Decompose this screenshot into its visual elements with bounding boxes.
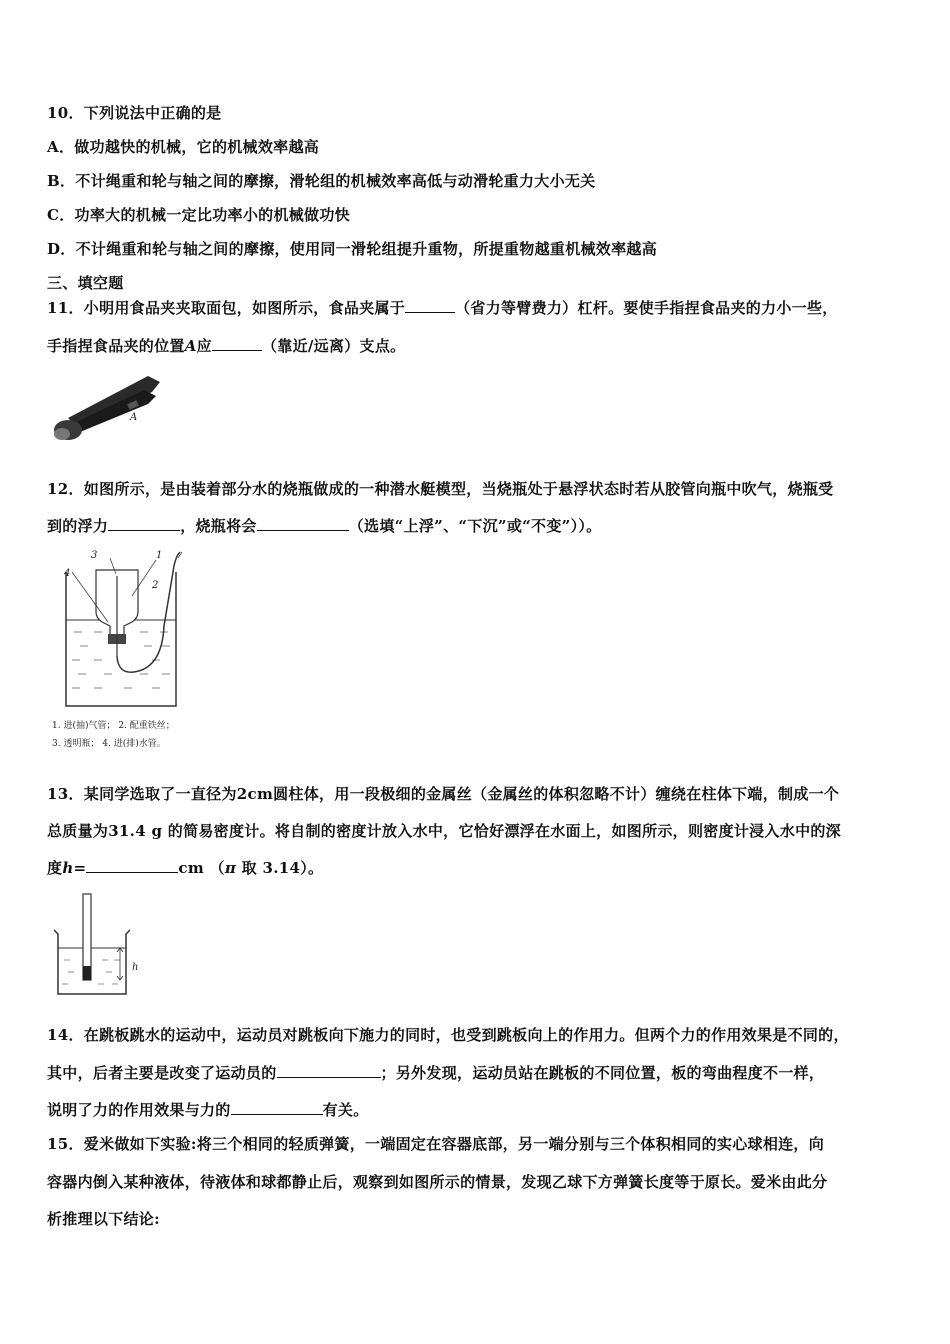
q12-blank-1 (108, 516, 180, 531)
q13-blank (86, 858, 178, 873)
q12-line1: 12．如图所示，是由装着部分水的烧瓶做成的一种潜水艇模型，当烧瓶处于悬浮状态时若从胶管向瓶中吹气，烧瓶受 (47, 480, 834, 498)
q11-line2 (47, 335, 405, 356)
q11-var-a: A (184, 337, 197, 355)
q14-line1: 14．在跳板跳水的运动中，运动员对跳板向下施力的同时，也受到跳板向上的作用力。但两个力的作用效果是不同的， (47, 1026, 849, 1044)
q11-blank-2 (212, 336, 262, 351)
q10-option-b: B．不计绳重和轮与轴之间的摩擦，滑轮组的机械效率高低与动滑轮重力大小无关 (47, 172, 596, 190)
q12-line2-b: ，烧瓶将会 (180, 517, 257, 535)
q11-line2-a: 手指捏食品夹的位置 (47, 337, 185, 355)
q13-pi: π (224, 859, 237, 877)
q14-line3-a: 说明了力的作用效果与力的 (47, 1101, 231, 1119)
densimeter-label-h: h (132, 962, 139, 973)
q13-line3-b: = (73, 859, 87, 877)
q12-blank-2 (257, 516, 349, 531)
q13-line1: 13．某同学选取了一直径为2cm圆柱体，用一段极细的金属丝（金属丝的体积忽略不计）缠绕在柱体下端，制成一个 (47, 785, 840, 803)
submarine-figure (44, 546, 194, 754)
q12-line2-c: （选填“上浮”、“下沉”或“不变”））。 (348, 517, 602, 535)
submarine-label-2: 2 (152, 580, 159, 591)
q15-line3: 析推理以下结论: (47, 1210, 160, 1228)
q13-line3-c: cm （ (178, 859, 225, 877)
q13-line3 (47, 857, 323, 878)
q11-line1-a: 11．小明用食品夹夹取面包，如图所示，食品夹属于 (47, 299, 406, 317)
densimeter-wire (83, 966, 91, 980)
q11-line2-c: （靠近/远离）支点。 (261, 337, 406, 355)
q14-line3 (47, 1099, 369, 1120)
submarine-label-1: 1 (156, 550, 163, 561)
q10-option-a: A．做功越快的机械，它的机械效率越高 (47, 138, 320, 156)
food-clip-figure (48, 368, 168, 448)
q14-line2-a: 其中，后者主要是改变了运动员的 (47, 1064, 277, 1082)
section-title: 三、填空题 (47, 274, 124, 292)
q13-var-h: h (62, 859, 74, 877)
q13-line2: 总质量为31.4 g 的简易密度计。将自制的密度计放入水中，它恰好漂浮在水面上，如图所示，则密度计浸入水中的深 (47, 822, 841, 840)
densimeter-beaker (54, 930, 130, 994)
q13-line3-d: 取 3.14）。 (236, 859, 324, 877)
q10-option-c: C．功率大的机械一定比功率小的机械做功快 (47, 206, 350, 224)
q11-line2-b: 应 (196, 337, 212, 355)
q12-line2 (47, 515, 602, 536)
q10-option-d: D．不计绳重和轮与轴之间的摩擦，使用同一滑轮组提升重物，所提重物越重机械效率越高 (47, 240, 658, 258)
q14-blank-2 (231, 1100, 323, 1115)
submarine-caption-2: 3. 透明瓶； 4. 进(排)水管。 (52, 739, 166, 749)
q12-line2-a: 到的浮力 (47, 517, 109, 535)
q11-line1-b: （省力等臂费力）杠杆。要使手指捏食品夹的力小一些， (455, 299, 838, 317)
submarine-caption-1: 1. 进(抽)气管； 2. 配重铁丝； (52, 721, 175, 731)
densimeter-figure (50, 890, 160, 1000)
submarine-label-4: 4 (64, 568, 71, 579)
q14-line2-b: ；另外发现，运动员站在跳板的不同位置，板的弯曲程度不一样， (380, 1064, 825, 1082)
q10-stem: 10．下列说法中正确的是 (47, 104, 222, 122)
q14-blank-1 (277, 1063, 381, 1078)
clip-bread (54, 428, 70, 440)
food-clip-label-a: A (130, 412, 138, 423)
q14-line2 (47, 1062, 824, 1083)
q13-line3-a: 度 (47, 859, 63, 877)
q11-blank-1 (405, 298, 455, 313)
q11-line1 (47, 297, 838, 318)
submarine-label-3: 3 (91, 550, 98, 561)
q15-line1: 15．爱米做如下实验:将三个相同的轻质弹簧，一端固定在容器底部，另一端分别与三个体积相同的实心球相连，向 (47, 1135, 825, 1153)
q15-line2: 容器内倒入某种液体，待液体和球都静止后，观察到如图所示的情景，发现乙球下方弹簧长度等于原长。爱米由此分 (47, 1173, 828, 1191)
q14-line3-b: 有关。 (322, 1101, 369, 1119)
